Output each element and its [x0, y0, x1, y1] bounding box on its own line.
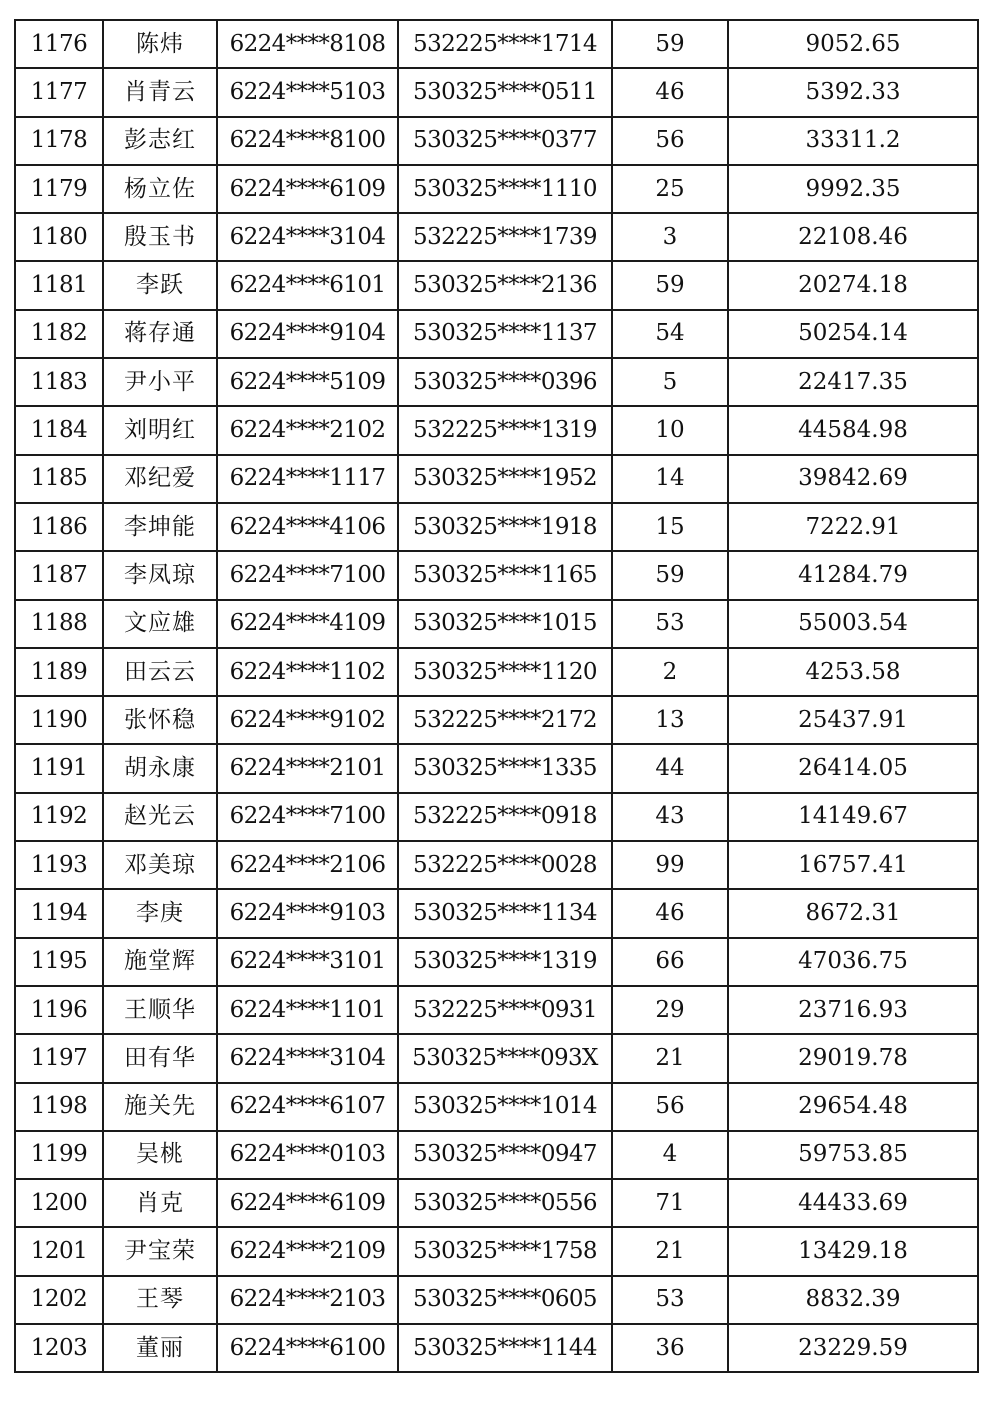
- id-number-cell: 532225****1739: [398, 213, 612, 261]
- bank-card-cell: 6224****5103: [217, 68, 398, 116]
- id-number-cell: 530325****0511: [398, 68, 612, 116]
- count-cell: 59: [612, 261, 728, 309]
- row-number-cell: 1202: [15, 1276, 103, 1324]
- id-number-cell: 530325****1110: [398, 165, 612, 213]
- table-row: [15, 1083, 978, 1131]
- row-number-cell: 1200: [15, 1179, 103, 1227]
- table-row: [15, 213, 978, 261]
- id-number-cell: 530325****1120: [398, 648, 612, 696]
- count-cell: 3: [612, 213, 728, 261]
- count-cell: 25: [612, 165, 728, 213]
- name-cell: 陈炜: [103, 20, 217, 68]
- bank-card-cell: 6224****3101: [217, 938, 398, 986]
- row-number-cell: 1185: [15, 455, 103, 503]
- id-number-cell: 530325****1758: [398, 1227, 612, 1275]
- bank-card-cell: 6224****4106: [217, 503, 398, 551]
- name-cell: 李凤琼: [103, 551, 217, 599]
- name-cell: 蒋存通: [103, 310, 217, 358]
- row-number-cell: 1192: [15, 793, 103, 841]
- amount-cell: 16757.41: [728, 841, 978, 889]
- name-cell: 肖青云: [103, 68, 217, 116]
- bank-card-cell: 6224****2106: [217, 841, 398, 889]
- count-cell: 29: [612, 986, 728, 1034]
- name-cell: 吴桃: [103, 1131, 217, 1179]
- bank-card-cell: 6224****4109: [217, 600, 398, 648]
- table-row: [15, 648, 978, 696]
- id-number-cell: 530325****0377: [398, 117, 612, 165]
- id-number-cell: 530325****2136: [398, 261, 612, 309]
- count-cell: 43: [612, 793, 728, 841]
- count-cell: 21: [612, 1034, 728, 1082]
- row-number-cell: 1179: [15, 165, 103, 213]
- bank-card-cell: 6224****6107: [217, 1083, 398, 1131]
- bank-card-cell: 6224****6109: [217, 1179, 398, 1227]
- count-cell: 15: [612, 503, 728, 551]
- count-cell: 10: [612, 406, 728, 454]
- table-row: [15, 1276, 978, 1324]
- count-cell: 56: [612, 117, 728, 165]
- bank-card-cell: 6224****1117: [217, 455, 398, 503]
- table-row: [15, 889, 978, 937]
- table-row: [15, 117, 978, 165]
- count-cell: 2: [612, 648, 728, 696]
- row-number-cell: 1190: [15, 696, 103, 744]
- bank-card-cell: 6224****2109: [217, 1227, 398, 1275]
- row-number-cell: 1176: [15, 20, 103, 68]
- table-row: [15, 310, 978, 358]
- name-cell: 田有华: [103, 1034, 217, 1082]
- bank-card-cell: 6224****1102: [217, 648, 398, 696]
- name-cell: 尹小平: [103, 358, 217, 406]
- id-number-cell: 530325****1319: [398, 938, 612, 986]
- bank-card-cell: 6224****2101: [217, 744, 398, 792]
- table-row: [15, 1227, 978, 1275]
- name-cell: 施关先: [103, 1083, 217, 1131]
- count-cell: 99: [612, 841, 728, 889]
- amount-cell: 4253.58: [728, 648, 978, 696]
- count-cell: 46: [612, 68, 728, 116]
- count-cell: 53: [612, 1276, 728, 1324]
- table-row: [15, 1034, 978, 1082]
- amount-cell: 50254.14: [728, 310, 978, 358]
- id-number-cell: 530325****0396: [398, 358, 612, 406]
- table-row: [15, 358, 978, 406]
- row-number-cell: 1187: [15, 551, 103, 599]
- bank-card-cell: 6224****3104: [217, 213, 398, 261]
- amount-cell: 23229.59: [728, 1324, 978, 1372]
- row-number-cell: 1195: [15, 938, 103, 986]
- row-number-cell: 1203: [15, 1324, 103, 1372]
- amount-cell: 39842.69: [728, 455, 978, 503]
- name-cell: 李跃: [103, 261, 217, 309]
- id-number-cell: 530325****1014: [398, 1083, 612, 1131]
- id-number-cell: 530325****1144: [398, 1324, 612, 1372]
- name-cell: 李坤能: [103, 503, 217, 551]
- amount-cell: 47036.75: [728, 938, 978, 986]
- count-cell: 56: [612, 1083, 728, 1131]
- count-cell: 14: [612, 455, 728, 503]
- bank-card-cell: 6224****9103: [217, 889, 398, 937]
- name-cell: 肖克: [103, 1179, 217, 1227]
- amount-cell: 5392.33: [728, 68, 978, 116]
- count-cell: 66: [612, 938, 728, 986]
- count-cell: 59: [612, 551, 728, 599]
- row-number-cell: 1193: [15, 841, 103, 889]
- name-cell: 赵光云: [103, 793, 217, 841]
- name-cell: 邓美琼: [103, 841, 217, 889]
- id-number-cell: 530325****0947: [398, 1131, 612, 1179]
- id-number-cell: 530325****093X: [398, 1034, 612, 1082]
- amount-cell: 55003.54: [728, 600, 978, 648]
- bank-card-cell: 6224****9102: [217, 696, 398, 744]
- bank-card-cell: 6224****3104: [217, 1034, 398, 1082]
- name-cell: 李庚: [103, 889, 217, 937]
- name-cell: 王顺华: [103, 986, 217, 1034]
- id-number-cell: 532225****0028: [398, 841, 612, 889]
- amount-cell: 9992.35: [728, 165, 978, 213]
- name-cell: 邓纪爱: [103, 455, 217, 503]
- id-number-cell: 532225****0918: [398, 793, 612, 841]
- bank-card-cell: 6224****2102: [217, 406, 398, 454]
- row-number-cell: 1197: [15, 1034, 103, 1082]
- row-number-cell: 1201: [15, 1227, 103, 1275]
- table-row: [15, 68, 978, 116]
- row-number-cell: 1186: [15, 503, 103, 551]
- table-row: [15, 261, 978, 309]
- row-number-cell: 1181: [15, 261, 103, 309]
- bank-card-cell: 6224****6109: [217, 165, 398, 213]
- row-number-cell: 1194: [15, 889, 103, 937]
- table-row: [15, 744, 978, 792]
- id-number-cell: 530325****1952: [398, 455, 612, 503]
- row-number-cell: 1178: [15, 117, 103, 165]
- amount-cell: 23716.93: [728, 986, 978, 1034]
- amount-cell: 13429.18: [728, 1227, 978, 1275]
- bank-card-cell: 6224****8100: [217, 117, 398, 165]
- amount-cell: 41284.79: [728, 551, 978, 599]
- count-cell: 4: [612, 1131, 728, 1179]
- count-cell: 54: [612, 310, 728, 358]
- row-number-cell: 1183: [15, 358, 103, 406]
- table-row: [15, 793, 978, 841]
- count-cell: 71: [612, 1179, 728, 1227]
- count-cell: 46: [612, 889, 728, 937]
- amount-cell: 29654.48: [728, 1083, 978, 1131]
- row-number-cell: 1188: [15, 600, 103, 648]
- id-number-cell: 532225****0931: [398, 986, 612, 1034]
- row-number-cell: 1184: [15, 406, 103, 454]
- name-cell: 王琴: [103, 1276, 217, 1324]
- id-number-cell: 530325****1335: [398, 744, 612, 792]
- row-number-cell: 1180: [15, 213, 103, 261]
- row-number-cell: 1191: [15, 744, 103, 792]
- count-cell: 13: [612, 696, 728, 744]
- id-number-cell: 530325****0556: [398, 1179, 612, 1227]
- name-cell: 施堂辉: [103, 938, 217, 986]
- row-number-cell: 1199: [15, 1131, 103, 1179]
- name-cell: 杨立佐: [103, 165, 217, 213]
- amount-cell: 8832.39: [728, 1276, 978, 1324]
- table-row: [15, 696, 978, 744]
- bank-card-cell: 6224****6101: [217, 261, 398, 309]
- amount-cell: 44433.69: [728, 1179, 978, 1227]
- amount-cell: 44584.98: [728, 406, 978, 454]
- name-cell: 董丽: [103, 1324, 217, 1372]
- amount-cell: 14149.67: [728, 793, 978, 841]
- id-number-cell: 532225****1714: [398, 20, 612, 68]
- table-row: [15, 938, 978, 986]
- row-number-cell: 1177: [15, 68, 103, 116]
- name-cell: 田云云: [103, 648, 217, 696]
- table-row: [15, 1324, 978, 1372]
- row-number-cell: 1182: [15, 310, 103, 358]
- id-number-cell: 530325****1137: [398, 310, 612, 358]
- table-row: [15, 503, 978, 551]
- name-cell: 尹宝荣: [103, 1227, 217, 1275]
- table-row: [15, 551, 978, 599]
- name-cell: 彭志红: [103, 117, 217, 165]
- amount-cell: 20274.18: [728, 261, 978, 309]
- bank-card-cell: 6224****0103: [217, 1131, 398, 1179]
- amount-cell: 22417.35: [728, 358, 978, 406]
- count-cell: 59: [612, 20, 728, 68]
- amount-cell: 8672.31: [728, 889, 978, 937]
- count-cell: 5: [612, 358, 728, 406]
- name-cell: 胡永康: [103, 744, 217, 792]
- bank-card-cell: 6224****5109: [217, 358, 398, 406]
- table-row: [15, 600, 978, 648]
- amount-cell: 26414.05: [728, 744, 978, 792]
- bank-card-cell: 6224****9104: [217, 310, 398, 358]
- count-cell: 44: [612, 744, 728, 792]
- name-cell: 刘明红: [103, 406, 217, 454]
- name-cell: 张怀稳: [103, 696, 217, 744]
- table-row: [15, 841, 978, 889]
- bank-card-cell: 6224****6100: [217, 1324, 398, 1372]
- amount-cell: 25437.91: [728, 696, 978, 744]
- amount-cell: 59753.85: [728, 1131, 978, 1179]
- table-row: [15, 986, 978, 1034]
- amount-cell: 22108.46: [728, 213, 978, 261]
- id-number-cell: 532225****2172: [398, 696, 612, 744]
- id-number-cell: 530325****1134: [398, 889, 612, 937]
- name-cell: 殷玉书: [103, 213, 217, 261]
- amount-cell: 9052.65: [728, 20, 978, 68]
- table-row: [15, 455, 978, 503]
- id-number-cell: 530325****0605: [398, 1276, 612, 1324]
- bank-card-cell: 6224****1101: [217, 986, 398, 1034]
- count-cell: 21: [612, 1227, 728, 1275]
- bank-card-cell: 6224****8108: [217, 20, 398, 68]
- amount-cell: 29019.78: [728, 1034, 978, 1082]
- roster-body: [15, 20, 978, 1372]
- table-row: [15, 165, 978, 213]
- amount-cell: 33311.2: [728, 117, 978, 165]
- row-number-cell: 1198: [15, 1083, 103, 1131]
- amount-cell: 7222.91: [728, 503, 978, 551]
- bank-card-cell: 6224****7100: [217, 551, 398, 599]
- bank-card-cell: 6224****7100: [217, 793, 398, 841]
- id-number-cell: 530325****1918: [398, 503, 612, 551]
- count-cell: 36: [612, 1324, 728, 1372]
- name-cell: 文应雄: [103, 600, 217, 648]
- table-row: [15, 406, 978, 454]
- id-number-cell: 530325****1165: [398, 551, 612, 599]
- table-row: [15, 1179, 978, 1227]
- roster-table: [14, 19, 979, 1373]
- row-number-cell: 1196: [15, 986, 103, 1034]
- count-cell: 53: [612, 600, 728, 648]
- table-row: [15, 20, 978, 68]
- row-number-cell: 1189: [15, 648, 103, 696]
- id-number-cell: 530325****1015: [398, 600, 612, 648]
- table-row: [15, 1131, 978, 1179]
- bank-card-cell: 6224****2103: [217, 1276, 398, 1324]
- id-number-cell: 532225****1319: [398, 406, 612, 454]
